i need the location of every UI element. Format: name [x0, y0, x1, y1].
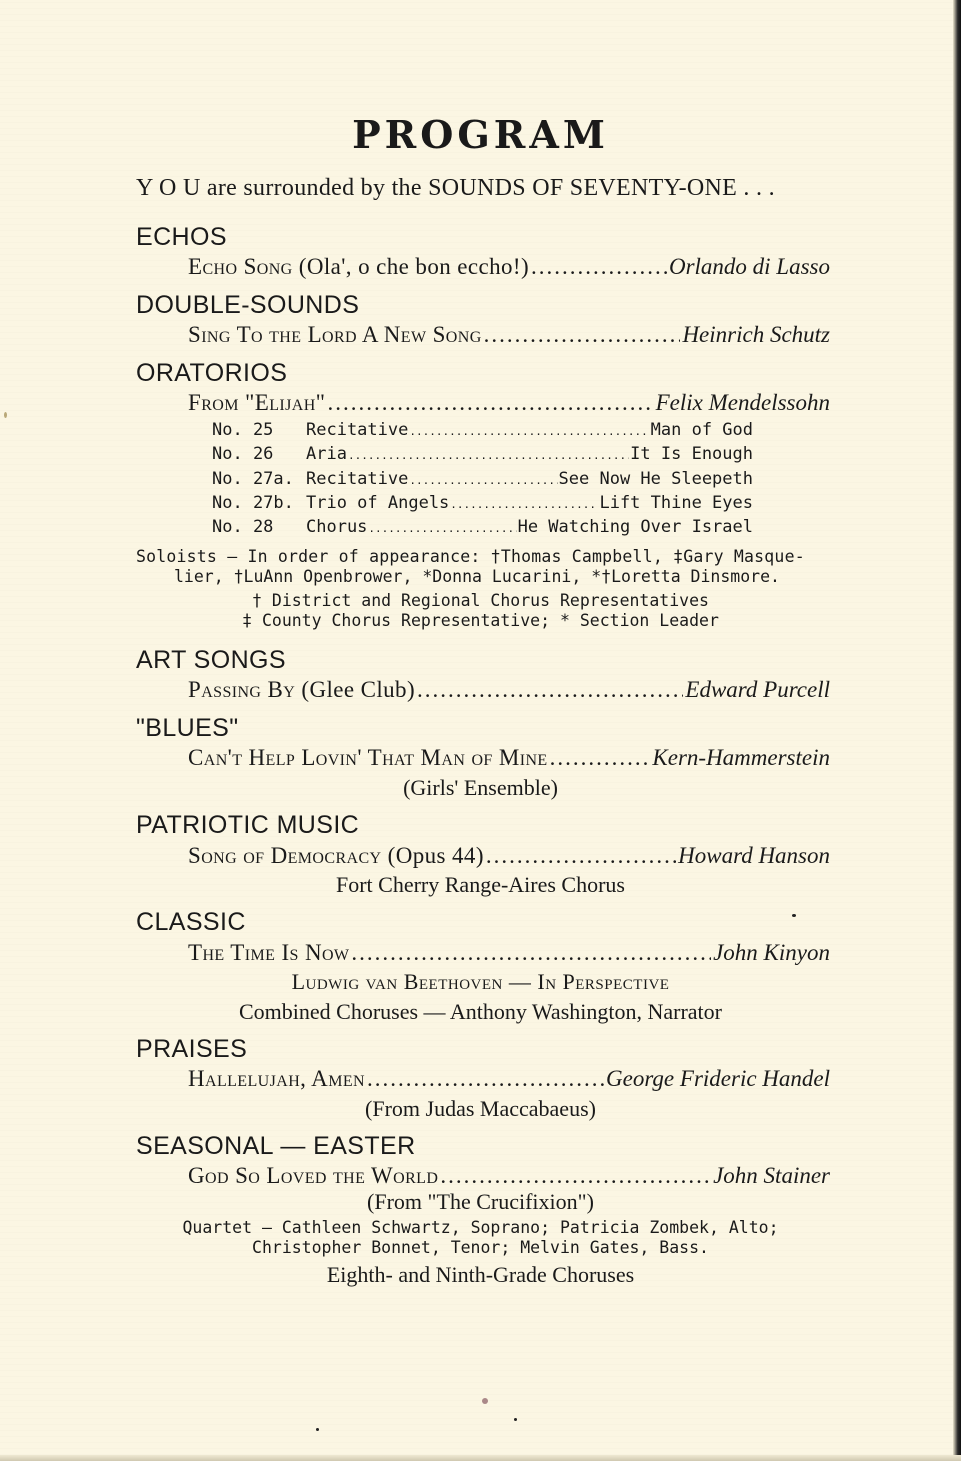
- piece-title: Sing To the Lord A New Song: [188, 322, 482, 347]
- item-number: No. 27b.: [212, 493, 294, 513]
- performer-range-aires: Fort Cherry Range-Aires Chorus: [335, 872, 625, 897]
- paper-speck: [792, 914, 796, 917]
- section-heading-praises: PRAISES: [136, 1035, 248, 1063]
- leader-dots: [531, 254, 667, 280]
- source-judas-maccabaeus: (From Judas Maccabaeus): [365, 1096, 596, 1121]
- performer-combined-choruses: Combined Choruses — Anthony Washington, Narrator: [238, 999, 722, 1024]
- piece-title: God So Loved the World: [188, 1163, 439, 1188]
- section-heading-echos: ECHOS: [136, 223, 227, 251]
- oratorio-item: [212, 444, 753, 464]
- piece-title: Song of Democracy: [188, 843, 382, 868]
- intro-text: Y O U are surrounded by the SOUNDS OF SEVENTY-ONE . . .: [136, 175, 775, 201]
- item-type: Recitative: [306, 469, 409, 489]
- item-title: He Watching Over Israel: [517, 517, 753, 537]
- composer: Kern-Hammerstein: [652, 745, 830, 770]
- program-entry-song-of-democracy: [188, 843, 830, 869]
- subtitle-beethoven: Ludwig van Beethoven — In Perspective: [291, 969, 670, 994]
- item-type: Aria: [306, 444, 347, 464]
- paper-speck: [482, 1398, 488, 1404]
- leader-dots: [440, 1163, 711, 1189]
- item-type: Trio of Angels: [306, 493, 450, 513]
- program-entry-sing-to-the-lord: [188, 322, 830, 348]
- program-entry-passing-by: [188, 677, 830, 703]
- item-title: See Now He Sleepeth: [558, 469, 753, 489]
- leader-dots: [368, 522, 516, 535]
- composer: Felix Mendelssohn: [655, 390, 830, 415]
- leader-dots: [351, 940, 711, 966]
- item-title: It Is Enough: [630, 444, 753, 464]
- leader-dots: [327, 390, 653, 416]
- leader-dots: [367, 1066, 604, 1092]
- oratorio-item: [212, 420, 753, 440]
- piece-title: The Time Is Now: [188, 940, 350, 965]
- program-entry-hallelujah-amen: [188, 1066, 830, 1092]
- quartet-line-2: Christopher Bonnet, Tenor; Melvin Gates, Bass.: [252, 1238, 709, 1257]
- piece-title: Passing By: [188, 677, 296, 702]
- oratorio-item: [212, 493, 753, 513]
- program-entry-god-so-loved: [188, 1163, 830, 1189]
- performer-girls-ensemble: (Girls' Ensemble): [403, 775, 558, 800]
- source-crucifixion: (From "The Crucifixion"): [367, 1189, 594, 1214]
- section-heading-double-sounds: DOUBLE-SOUNDS: [136, 291, 360, 319]
- soloists-line-1: Soloists — In order of appearance: †Thomas Campbell, ‡Gary Masque-: [136, 547, 805, 566]
- section-heading-art-songs: ART SONGS: [136, 646, 286, 674]
- leader-dots: [550, 745, 651, 771]
- page-title: PROGRAM: [352, 112, 609, 157]
- composer: George Frideric Handel: [606, 1066, 830, 1091]
- footnote-county: ‡ County Chorus Representative; * Section Leader: [242, 611, 719, 630]
- section-heading-oratorios: ORATORIOS: [136, 359, 288, 387]
- leader-dots: [417, 677, 683, 703]
- section-heading-seasonal-easter: SEASONAL — EASTER: [136, 1132, 416, 1160]
- leader-dots: [409, 425, 649, 438]
- item-type: Recitative: [306, 420, 409, 440]
- section-heading-classic: CLASSIC: [136, 908, 246, 936]
- piece-note: (Glee Club): [301, 677, 416, 702]
- piece-title: Can't Help Lovin' That Man of Mine: [188, 745, 548, 770]
- program-entry-echo-song: [188, 254, 830, 280]
- piece-title: From "Elijah": [188, 390, 326, 415]
- program-entry-elijah: [188, 390, 830, 416]
- composer: Orlando di Lasso: [668, 254, 830, 279]
- piece-title: Hallelujah, Amen: [188, 1066, 365, 1091]
- footnote-district: † District and Regional Chorus Representatives: [252, 591, 709, 610]
- section-heading-blues: "BLUES": [136, 714, 239, 742]
- piece-title: Echo Song: [188, 254, 293, 279]
- leader-dots: [486, 843, 676, 869]
- item-title: Lift Thine Eyes: [599, 493, 753, 513]
- item-title: Man of God: [650, 420, 753, 440]
- composer: John Stainer: [713, 1163, 830, 1188]
- composer: Edward Purcell: [685, 677, 830, 702]
- oratorio-item: [212, 469, 753, 489]
- paper-speck: [316, 1428, 319, 1431]
- oratorio-item: [212, 517, 753, 537]
- performer-eighth-ninth-grade: Eighth- and Ninth-Grade Choruses: [326, 1262, 635, 1287]
- item-number: No. 28: [212, 517, 274, 537]
- section-heading-patriotic-music: PATRIOTIC MUSIC: [136, 811, 360, 839]
- item-number: No. 25: [212, 420, 274, 440]
- program-entry-the-time-is-now: [188, 940, 830, 966]
- composer: Heinrich Schutz: [682, 322, 830, 347]
- item-number: No. 26: [212, 444, 274, 464]
- leader-dots: [484, 322, 681, 348]
- program-entry-cant-help-lovin: [188, 745, 830, 771]
- piece-note: (Opus 44): [387, 843, 484, 868]
- piece-note: (Ola', o che bon eccho!): [298, 254, 530, 279]
- quartet-line-1: Quartet — Cathleen Schwartz, Soprano; Patricia Zombek, Alto;: [182, 1218, 779, 1237]
- paper-speck: [4, 412, 7, 418]
- item-number: No. 27a.: [212, 469, 294, 489]
- page-edge-bottom: [0, 1455, 961, 1461]
- leader-dots: [409, 474, 557, 487]
- item-type: Chorus: [306, 517, 368, 537]
- leader-dots: [348, 449, 629, 462]
- composer: Howard Hanson: [678, 843, 830, 868]
- leader-dots: [450, 498, 598, 511]
- soloists-line-2: lier, †LuAnn Openbrower, *Donna Lucarini, *†Loretta Dinsmore.: [174, 567, 780, 586]
- paper-speck: [514, 1418, 517, 1421]
- composer: John Kinyon: [713, 940, 830, 965]
